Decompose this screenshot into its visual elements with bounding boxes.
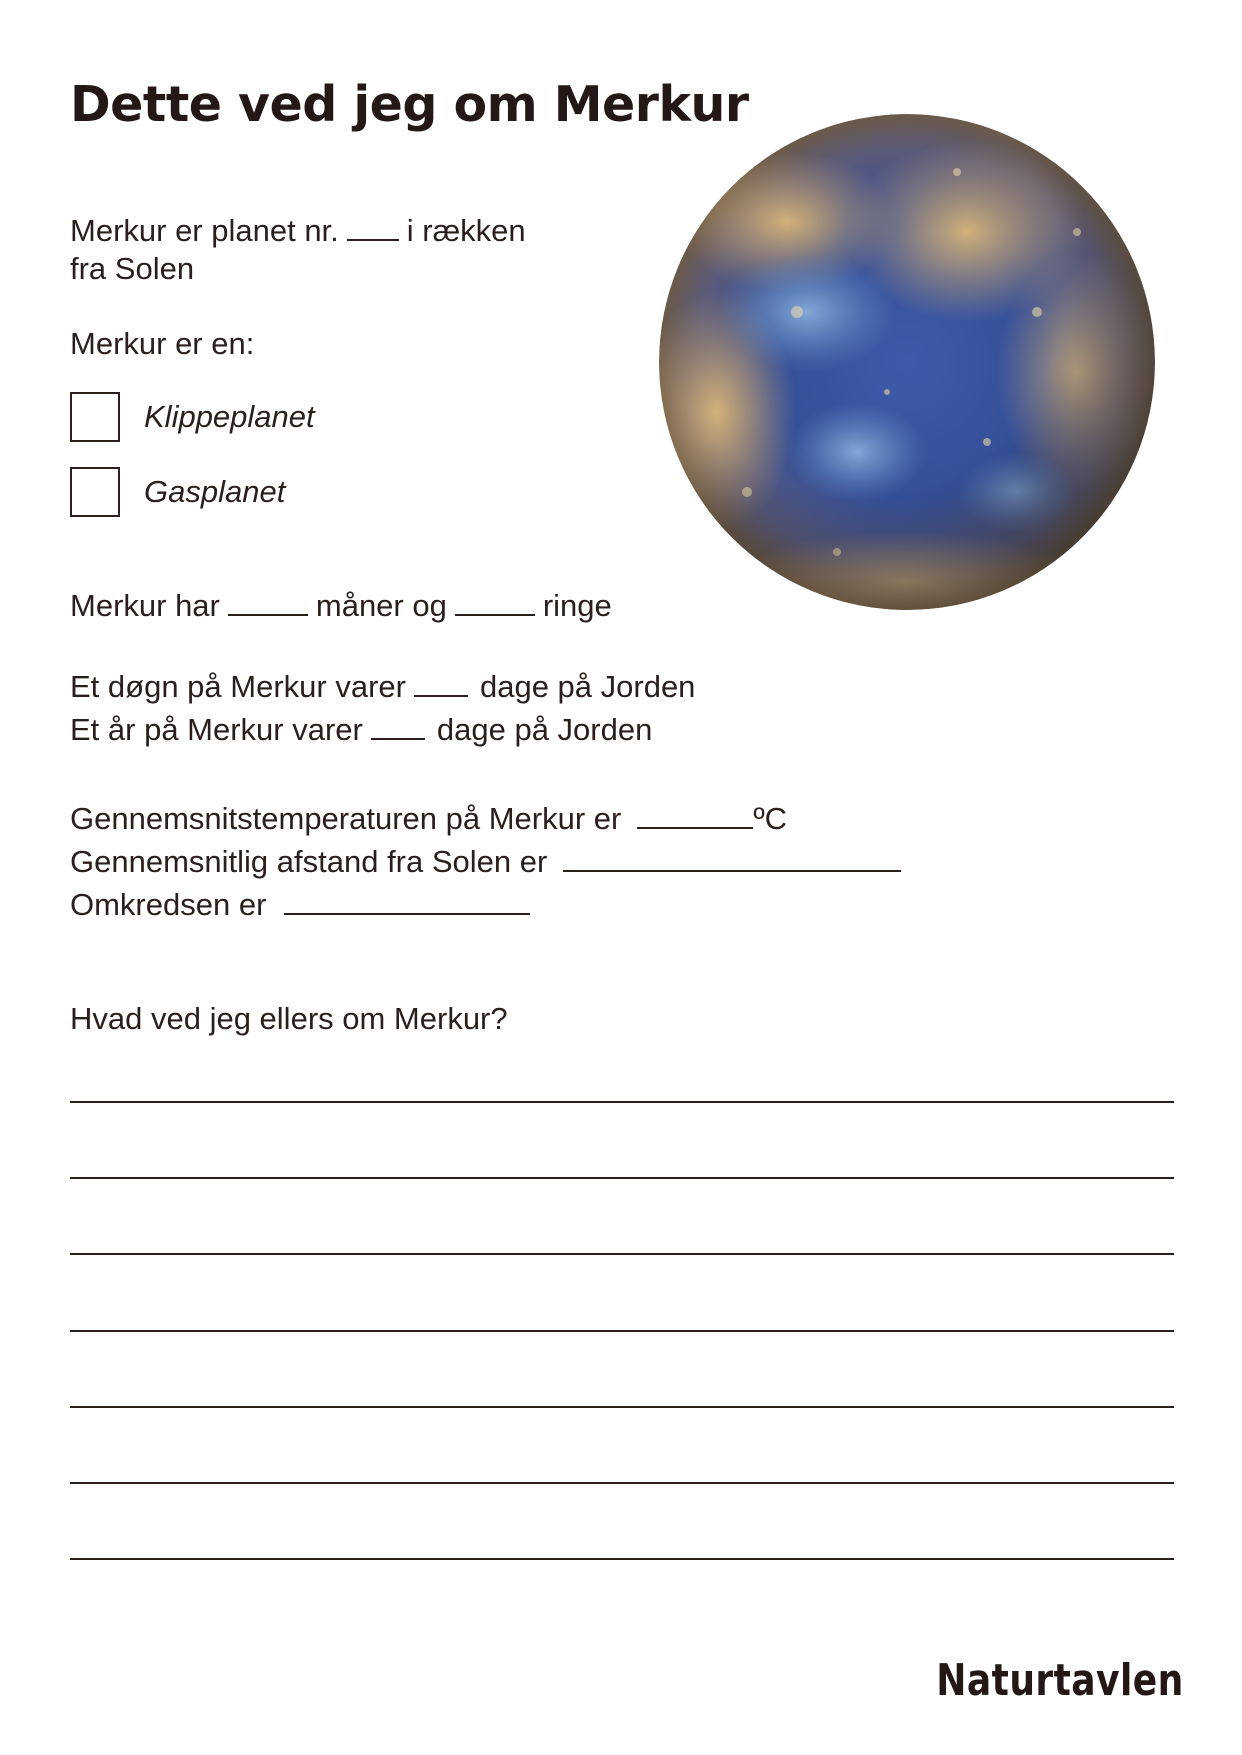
planet-number-line2: fra Solen xyxy=(70,251,195,286)
day-text-after: dage på Jorden xyxy=(479,669,696,704)
distance-blank[interactable] xyxy=(563,869,901,872)
circumference-blank[interactable] xyxy=(284,912,530,915)
temperature-question xyxy=(70,800,787,838)
writing-line-1[interactable] xyxy=(70,1101,1174,1103)
rings-text: ringe xyxy=(542,588,612,623)
day-text-before: Et døgn på Merkur varer xyxy=(70,669,406,704)
day-length-question xyxy=(70,668,695,706)
writing-line-4[interactable] xyxy=(70,1330,1174,1332)
planet-number-text-after: i rækken xyxy=(406,213,526,248)
temperature-text: Gennemsnitstemperaturen på Merkur er xyxy=(70,801,622,836)
circumference-text: Omkredsen er xyxy=(70,887,267,922)
year-text-after: dage på Jorden xyxy=(436,712,653,747)
checkbox-gas-planet[interactable] xyxy=(70,467,120,517)
moons-rings-question xyxy=(70,587,612,625)
planet-number-question xyxy=(70,212,526,250)
year-text-before: Et år på Merkur varer xyxy=(70,712,363,747)
planet-number-text-before: Merkur er planet nr. xyxy=(70,213,339,248)
writing-line-5[interactable] xyxy=(70,1406,1174,1408)
writing-line-2[interactable] xyxy=(70,1177,1174,1179)
year-length-question xyxy=(70,711,652,749)
writing-line-7[interactable] xyxy=(70,1558,1174,1560)
moons-blank[interactable] xyxy=(228,613,308,616)
option-label: Gasplanet xyxy=(144,474,286,509)
rings-blank[interactable] xyxy=(455,613,535,616)
page-title: Dette ved jeg om Merkur xyxy=(70,76,749,133)
writing-line-3[interactable] xyxy=(70,1253,1174,1255)
circumference-question xyxy=(70,886,538,924)
year-blank[interactable] xyxy=(371,737,425,740)
option-gas-planet[interactable] xyxy=(70,467,285,517)
distance-question xyxy=(70,843,909,881)
open-question: Hvad ved jeg ellers om Merkur? xyxy=(70,1001,508,1036)
distance-text: Gennemsnitlig afstand fra Solen er xyxy=(70,844,548,879)
mercury-planet-image xyxy=(657,112,1157,612)
option-label: Klippeplanet xyxy=(144,399,315,434)
temperature-blank[interactable] xyxy=(637,826,753,829)
planet-type-question: Merkur er en: xyxy=(70,326,255,361)
planet-number-blank[interactable] xyxy=(347,238,399,241)
brand-logo: Naturtavlen xyxy=(936,1655,1184,1706)
temperature-unit: ºC xyxy=(753,801,788,836)
checkbox-rocky-planet[interactable] xyxy=(70,392,120,442)
moons-text: måner og xyxy=(315,588,447,623)
option-rocky-planet[interactable] xyxy=(70,392,315,442)
day-blank[interactable] xyxy=(414,694,468,697)
writing-line-6[interactable] xyxy=(70,1482,1174,1484)
moons-text: Merkur har xyxy=(70,588,220,623)
